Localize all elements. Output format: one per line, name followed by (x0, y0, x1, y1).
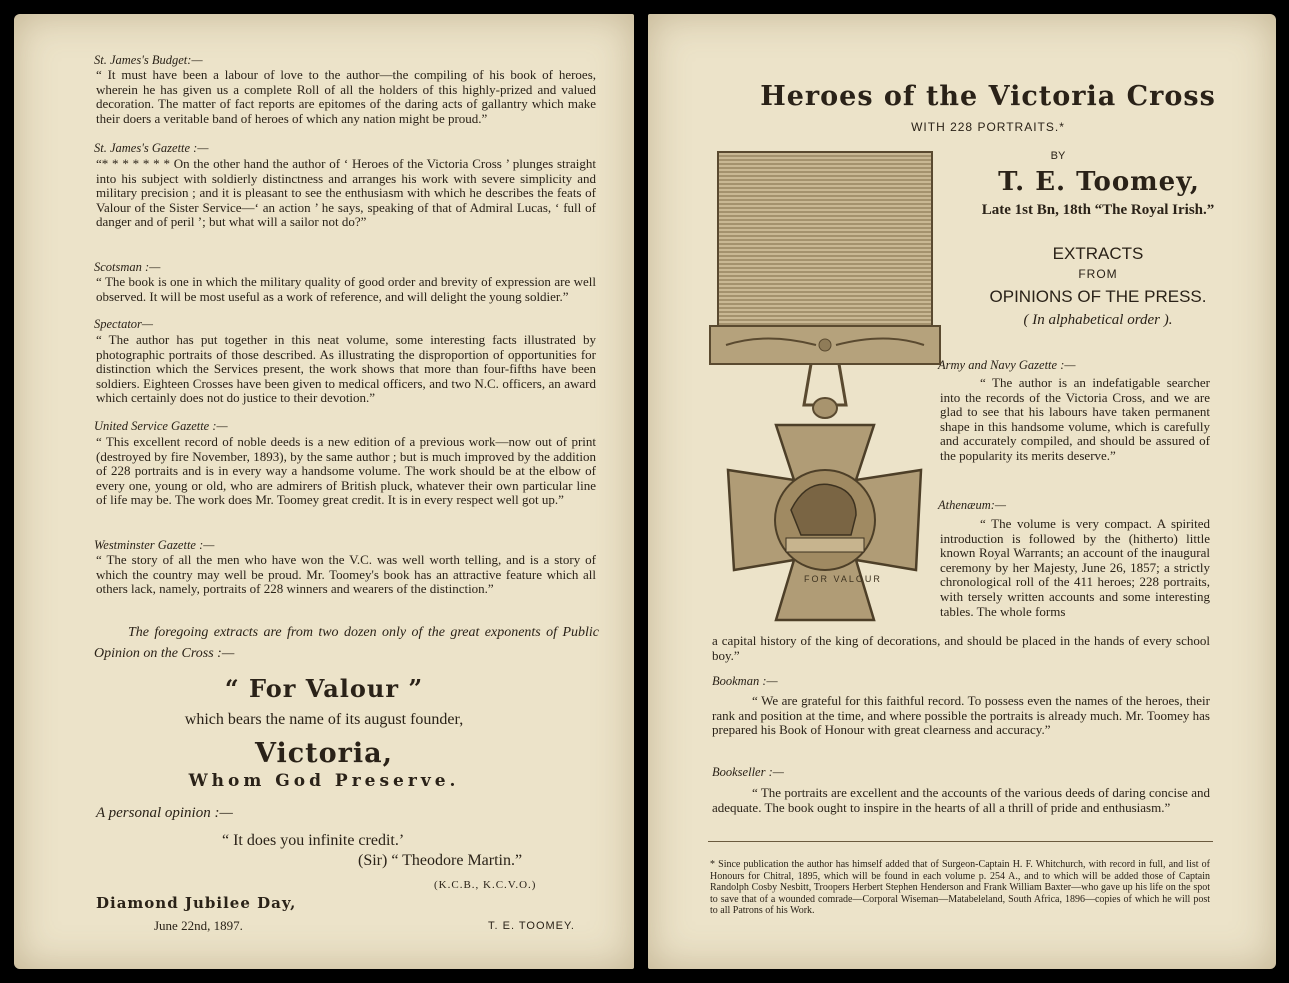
quote-bookseller: “ The portraits are excellent and the accounts of the various deeds of daring concise and adequate. The book ought to inspire in the hearts of all a thrill of pride and enthusiasm.” (712, 785, 1210, 815)
by-line: BY (1050, 150, 1066, 162)
theodore-martin: (Sir) “ Theodore Martin.” (358, 852, 523, 869)
from-heading: FROM (1078, 267, 1118, 281)
source-army-navy-gazette: Army and Navy Gazette :— (938, 358, 1076, 372)
bears-name-line: which bears the name of its august founder, (184, 711, 464, 728)
extracts-heading: EXTRACTS (1052, 244, 1144, 263)
source-st-james-budget: St. James's Budget:— (94, 53, 203, 67)
quote-athenaeum: “ The volume is very compact. A spirited introduction is followed by the (hitherto) little known Royal Warrants; an account of the inaugural ceremony by her Majesty, June 26, 1857; a strictly chronological roll of the 411 heroes; 228 portraits, with tersely written accounts and some interesting tables. The whole forms (940, 516, 1210, 619)
quote-army-navy-gazette: “ The author is an indefatigable searcher into the records of the Victoria Cross, and we are glad to see that his labours have taken permanent shape in this handsome volume, which is carefully and accurately compiled, and should be assured of the popularity its merits deserve.” (940, 375, 1210, 463)
honours-line: (K.C.B., K.C.V.O.) (434, 879, 537, 891)
source-st-james-gazette: St. James's Gazette :— (94, 141, 209, 155)
source-spectator: Spectator— (94, 317, 154, 331)
personal-opinion-label: A personal opinion :— (96, 805, 233, 821)
footnote-divider (708, 841, 1213, 842)
quote-united-service-gazette: “ This excellent record of noble deeds is a new edition of a previous work—now out of print (destroyed by fire November, 1893), by the same author ; but is much improved by the addition of 228 portraits and is in every way a handsome volume. The work should be at the elbow of every one, young or old, who are admirers of British pluck, whatever their own particular line of life may be. The work does Mr. Toomey great credit. It is in every respect well got up.” (96, 434, 596, 508)
quote-athenaeum-continued: a capital history of the king of decorations, and should be placed in the hands of every school boy.” (712, 633, 1210, 663)
footnote: * Since publication the author has himself added that of Surgeon-Captain H. F. Whitchurch, with record in full, and list of Honours for Chitral, 1895, which will be found in each volume p. 254 A., and to which will be added those of Captain Randolph Cosby Nesbitt, Troopers Herbert Stephen Henderson and Frank William Baxter—who gave up his life on the spot to save that of a wounded comrade—Corporal Wiseman—Matabeleland, South Africa, 1896—copies of which he will post to all Patrons of his Work. (710, 859, 1210, 916)
portraits-line: WITH 228 PORTRAITS.* (911, 120, 1065, 134)
source-united-service-gazette: United Service Gazette :— (94, 419, 228, 433)
author-regiment: Late 1st Bn, 18th “The Royal Irish.” (981, 202, 1215, 218)
quote-st-james-budget: “ It must have been a labour of love to the author—the compiling of his book of heroes, wherein he has given us a complete Roll of all the holders of this highly-prized and valued decoration. The matter of fact reports are epitomes of the daring acts of gallantry which make their doers a veritable band of heroes of which any nation might be proud.” (96, 67, 596, 126)
for-valour-heading: “ For Valour ” (224, 674, 424, 703)
foregoing-note: The foregoing extracts are from two dozen only of the great exponents of Public Opinion on the Cross :— (94, 625, 599, 661)
alphabetical-note: ( In alphabetical order ). (1023, 312, 1173, 328)
book-title: Heroes of the Victoria Cross (760, 81, 1216, 112)
source-bookman: Bookman :— (712, 674, 778, 688)
left-page (14, 14, 634, 969)
medal-motto: FOR VALOUR (804, 574, 882, 584)
quote-westminster-gazette: “ The story of all the men who have won the V.C. was well worth telling, and is a story of which the country may well be proud. Mr. Toomey's book has an attractive feature which all others lack, namely, portraits of 228 winners and wearers of the distinction.” (96, 552, 596, 597)
signature: T. E. TOOMEY. (488, 920, 575, 932)
quote-bookman: “ We are grateful for this faithful record. To possess even the names of the heroes, their rank and position at the time, and where possible the portraits is already much. Mr. Toomey has prepared his Book of Honour with great clearness and accuracy.” (712, 693, 1210, 738)
source-scotsman: Scotsman :— (94, 260, 161, 274)
source-westminster-gazette: Westminster Gazette :— (94, 538, 215, 552)
source-athenaeum: Athenæum:— (938, 498, 1007, 512)
date-line: June 22nd, 1897. (154, 918, 243, 933)
quote-st-james-gazette: “* * * * * * * On the other hand the author of ‘ Heroes of the Victoria Cross ’ plunges straight into his subject with soldierly distinctness and arranges his work with severe simplicity and military precision ; and it is pleasant to see the enthusiasm with which he describes the feats of Valour of the Sister Service—‘ an action ’ he says, speaking of that of Admiral Lucas, ‘ full of danger and of peril ’; but what will a sailor not do?” (96, 156, 596, 230)
diamond-jubilee-day: Diamond Jubilee Day, (96, 894, 297, 912)
right-page (648, 14, 1276, 969)
personal-quote: “ It does you infinite credit.’ (222, 832, 405, 849)
author-name: T. E. Toomey, (998, 167, 1200, 197)
quote-spectator: “ The author has put together in this neat volume, some interesting facts illustrated by photographic portraits of those described. As illustrating the disproportion of opportunities for distinction which the Services present, the work shows that more than four-fifths have been soldiers. Eighteen Crosses have been given to medical officers, and two N.C. officers, an award which certainly does not do justice to their devotion.” (96, 332, 596, 406)
opinions-heading: OPINIONS OF THE PRESS. (989, 287, 1207, 306)
victoria-heading: Victoria, (254, 738, 394, 769)
source-bookseller: Bookseller :— (712, 765, 784, 779)
quote-scotsman: “ The book is one in which the military quality of good order and brevity of expression are well observed. It will be most useful as a work of reference, and will delight the young soldier.” (96, 274, 596, 304)
whom-god-preserve: Whom God Preserve. (188, 771, 460, 791)
